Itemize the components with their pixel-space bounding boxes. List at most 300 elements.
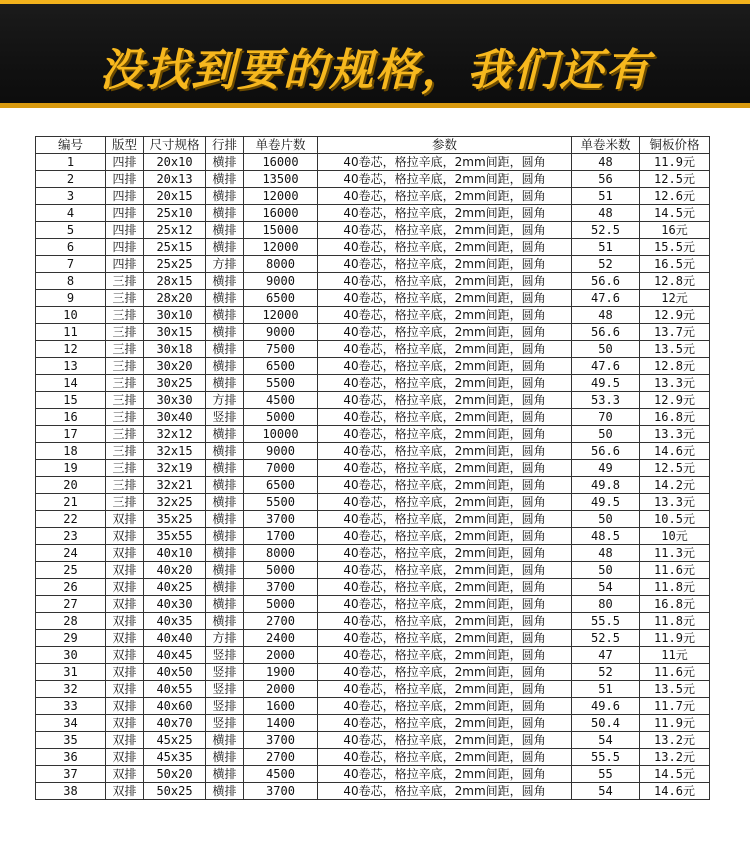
cell-row-type: 横排 bbox=[206, 460, 244, 477]
col-header-meters: 单卷米数 bbox=[572, 137, 640, 154]
cell-price: 12元 bbox=[640, 290, 710, 307]
cell-meters: 51 bbox=[572, 239, 640, 256]
cell-params: 40卷芯，格拉辛底，2mm间距，圆角 bbox=[318, 698, 572, 715]
cell-layout: 四排 bbox=[106, 239, 144, 256]
cell-meters: 55 bbox=[572, 766, 640, 783]
cell-params: 40卷芯，格拉辛底，2mm间距，圆角 bbox=[318, 443, 572, 460]
table-row bbox=[36, 307, 710, 324]
cell-pieces: 7000 bbox=[244, 460, 318, 477]
cell-id: 26 bbox=[36, 579, 106, 596]
cell-row-type: 横排 bbox=[206, 273, 244, 290]
cell-layout: 双排 bbox=[106, 698, 144, 715]
cell-size: 30x40 bbox=[144, 409, 206, 426]
cell-row-type: 横排 bbox=[206, 307, 244, 324]
cell-meters: 48 bbox=[572, 545, 640, 562]
col-header-layout: 版型 bbox=[106, 137, 144, 154]
cell-size: 30x20 bbox=[144, 358, 206, 375]
cell-pieces: 3700 bbox=[244, 732, 318, 749]
table-row bbox=[36, 409, 710, 426]
cell-meters: 48 bbox=[572, 154, 640, 171]
table-row bbox=[36, 154, 710, 171]
cell-pieces: 6500 bbox=[244, 477, 318, 494]
cell-pieces: 2400 bbox=[244, 630, 318, 647]
cell-meters: 50 bbox=[572, 341, 640, 358]
table-row bbox=[36, 358, 710, 375]
cell-params: 40卷芯，格拉辛底，2mm间距，圆角 bbox=[318, 409, 572, 426]
cell-price: 12.5元 bbox=[640, 171, 710, 188]
cell-layout: 双排 bbox=[106, 528, 144, 545]
table-row bbox=[36, 171, 710, 188]
cell-layout: 双排 bbox=[106, 766, 144, 783]
cell-id: 1 bbox=[36, 154, 106, 171]
cell-pieces: 4500 bbox=[244, 766, 318, 783]
cell-price: 13.3元 bbox=[640, 426, 710, 443]
cell-size: 35x55 bbox=[144, 528, 206, 545]
cell-id: 16 bbox=[36, 409, 106, 426]
cell-pieces: 1900 bbox=[244, 664, 318, 681]
cell-id: 7 bbox=[36, 256, 106, 273]
cell-pieces: 1600 bbox=[244, 698, 318, 715]
cell-layout: 三排 bbox=[106, 341, 144, 358]
cell-params: 40卷芯，格拉辛底，2mm间距，圆角 bbox=[318, 477, 572, 494]
cell-params: 40卷芯，格拉辛底，2mm间距，圆角 bbox=[318, 766, 572, 783]
cell-layout: 三排 bbox=[106, 324, 144, 341]
cell-pieces: 12000 bbox=[244, 188, 318, 205]
cell-size: 32x12 bbox=[144, 426, 206, 443]
cell-id: 37 bbox=[36, 766, 106, 783]
cell-size: 30x18 bbox=[144, 341, 206, 358]
cell-id: 38 bbox=[36, 783, 106, 800]
table-row bbox=[36, 545, 710, 562]
cell-row-type: 横排 bbox=[206, 766, 244, 783]
table-row bbox=[36, 766, 710, 783]
cell-params: 40卷芯，格拉辛底，2mm间距，圆角 bbox=[318, 596, 572, 613]
cell-params: 40卷芯，格拉辛底，2mm间距，圆角 bbox=[318, 358, 572, 375]
cell-id: 5 bbox=[36, 222, 106, 239]
cell-id: 23 bbox=[36, 528, 106, 545]
cell-layout: 双排 bbox=[106, 664, 144, 681]
cell-row-type: 横排 bbox=[206, 171, 244, 188]
cell-layout: 双排 bbox=[106, 681, 144, 698]
cell-price: 12.6元 bbox=[640, 188, 710, 205]
cell-params: 40卷芯，格拉辛底，2mm间距，圆角 bbox=[318, 222, 572, 239]
cell-params: 40卷芯，格拉辛底，2mm间距，圆角 bbox=[318, 256, 572, 273]
cell-size: 40x70 bbox=[144, 715, 206, 732]
cell-id: 25 bbox=[36, 562, 106, 579]
cell-meters: 70 bbox=[572, 409, 640, 426]
cell-row-type: 横排 bbox=[206, 494, 244, 511]
cell-pieces: 2700 bbox=[244, 749, 318, 766]
table-row bbox=[36, 596, 710, 613]
cell-price: 16.8元 bbox=[640, 596, 710, 613]
cell-meters: 49 bbox=[572, 460, 640, 477]
spec-table bbox=[35, 136, 710, 800]
cell-meters: 50.4 bbox=[572, 715, 640, 732]
cell-price: 11元 bbox=[640, 647, 710, 664]
table-row bbox=[36, 562, 710, 579]
cell-meters: 52 bbox=[572, 256, 640, 273]
cell-layout: 四排 bbox=[106, 222, 144, 239]
cell-layout: 四排 bbox=[106, 256, 144, 273]
cell-size: 40x20 bbox=[144, 562, 206, 579]
cell-row-type: 竖排 bbox=[206, 698, 244, 715]
cell-params: 40卷芯，格拉辛底，2mm间距，圆角 bbox=[318, 630, 572, 647]
table-header-row bbox=[36, 137, 710, 154]
cell-params: 40卷芯，格拉辛底，2mm间距，圆角 bbox=[318, 732, 572, 749]
cell-params: 40卷芯，格拉辛底，2mm间距，圆角 bbox=[318, 426, 572, 443]
cell-layout: 三排 bbox=[106, 290, 144, 307]
cell-pieces: 15000 bbox=[244, 222, 318, 239]
table-row bbox=[36, 698, 710, 715]
cell-price: 16元 bbox=[640, 222, 710, 239]
cell-row-type: 横排 bbox=[206, 528, 244, 545]
cell-params: 40卷芯，格拉辛底，2mm间距，圆角 bbox=[318, 341, 572, 358]
cell-pieces: 9000 bbox=[244, 273, 318, 290]
cell-id: 24 bbox=[36, 545, 106, 562]
cell-size: 30x25 bbox=[144, 375, 206, 392]
cell-meters: 50 bbox=[572, 426, 640, 443]
cell-row-type: 横排 bbox=[206, 222, 244, 239]
cell-size: 25x10 bbox=[144, 205, 206, 222]
cell-row-type: 横排 bbox=[206, 239, 244, 256]
col-header-row-type: 行排 bbox=[206, 137, 244, 154]
cell-size: 25x12 bbox=[144, 222, 206, 239]
cell-size: 32x15 bbox=[144, 443, 206, 460]
cell-price: 10元 bbox=[640, 528, 710, 545]
cell-id: 28 bbox=[36, 613, 106, 630]
cell-price: 11.6元 bbox=[640, 664, 710, 681]
cell-meters: 52 bbox=[572, 664, 640, 681]
cell-layout: 双排 bbox=[106, 613, 144, 630]
cell-layout: 双排 bbox=[106, 630, 144, 647]
table-row bbox=[36, 528, 710, 545]
cell-meters: 56 bbox=[572, 171, 640, 188]
cell-size: 32x19 bbox=[144, 460, 206, 477]
cell-meters: 48.5 bbox=[572, 528, 640, 545]
table-row bbox=[36, 375, 710, 392]
cell-params: 40卷芯，格拉辛底，2mm间距，圆角 bbox=[318, 460, 572, 477]
table-row bbox=[36, 205, 710, 222]
cell-id: 12 bbox=[36, 341, 106, 358]
table-row bbox=[36, 222, 710, 239]
cell-id: 18 bbox=[36, 443, 106, 460]
cell-row-type: 横排 bbox=[206, 579, 244, 596]
cell-row-type: 方排 bbox=[206, 392, 244, 409]
cell-price: 12.8元 bbox=[640, 358, 710, 375]
cell-row-type: 横排 bbox=[206, 188, 244, 205]
cell-meters: 49.5 bbox=[572, 375, 640, 392]
cell-id: 10 bbox=[36, 307, 106, 324]
cell-id: 31 bbox=[36, 664, 106, 681]
cell-size: 40x40 bbox=[144, 630, 206, 647]
cell-id: 34 bbox=[36, 715, 106, 732]
cell-price: 14.6元 bbox=[640, 443, 710, 460]
cell-pieces: 10000 bbox=[244, 426, 318, 443]
cell-price: 12.8元 bbox=[640, 273, 710, 290]
table-row bbox=[36, 239, 710, 256]
cell-size: 25x15 bbox=[144, 239, 206, 256]
cell-price: 16.8元 bbox=[640, 409, 710, 426]
cell-price: 11.9元 bbox=[640, 630, 710, 647]
cell-size: 40x55 bbox=[144, 681, 206, 698]
cell-layout: 三排 bbox=[106, 358, 144, 375]
cell-price: 13.2元 bbox=[640, 749, 710, 766]
cell-id: 20 bbox=[36, 477, 106, 494]
cell-size: 40x45 bbox=[144, 647, 206, 664]
cell-row-type: 竖排 bbox=[206, 715, 244, 732]
cell-layout: 双排 bbox=[106, 579, 144, 596]
cell-price: 12.9元 bbox=[640, 307, 710, 324]
table-row bbox=[36, 460, 710, 477]
cell-price: 16.5元 bbox=[640, 256, 710, 273]
cell-layout: 三排 bbox=[106, 426, 144, 443]
cell-id: 9 bbox=[36, 290, 106, 307]
cell-pieces: 3700 bbox=[244, 579, 318, 596]
cell-id: 4 bbox=[36, 205, 106, 222]
cell-size: 30x15 bbox=[144, 324, 206, 341]
cell-id: 19 bbox=[36, 460, 106, 477]
cell-pieces: 8000 bbox=[244, 256, 318, 273]
cell-price: 11.9元 bbox=[640, 715, 710, 732]
cell-size: 40x35 bbox=[144, 613, 206, 630]
cell-price: 11.8元 bbox=[640, 579, 710, 596]
cell-size: 45x35 bbox=[144, 749, 206, 766]
table-row bbox=[36, 647, 710, 664]
cell-params: 40卷芯，格拉辛底，2mm间距，圆角 bbox=[318, 239, 572, 256]
cell-pieces: 16000 bbox=[244, 205, 318, 222]
table-row bbox=[36, 188, 710, 205]
cell-size: 40x50 bbox=[144, 664, 206, 681]
cell-size: 20x10 bbox=[144, 154, 206, 171]
cell-row-type: 方排 bbox=[206, 256, 244, 273]
cell-params: 40卷芯，格拉辛底，2mm间距，圆角 bbox=[318, 375, 572, 392]
table-row bbox=[36, 290, 710, 307]
cell-size: 32x25 bbox=[144, 494, 206, 511]
cell-pieces: 8000 bbox=[244, 545, 318, 562]
cell-price: 13.7元 bbox=[640, 324, 710, 341]
banner-title: 没找到要的规格，我们还有 bbox=[99, 45, 651, 96]
table-row bbox=[36, 630, 710, 647]
cell-row-type: 横排 bbox=[206, 511, 244, 528]
cell-id: 13 bbox=[36, 358, 106, 375]
cell-meters: 50 bbox=[572, 511, 640, 528]
cell-price: 11.7元 bbox=[640, 698, 710, 715]
cell-id: 30 bbox=[36, 647, 106, 664]
cell-meters: 55.5 bbox=[572, 613, 640, 630]
cell-meters: 51 bbox=[572, 681, 640, 698]
cell-meters: 50 bbox=[572, 562, 640, 579]
cell-price: 12.5元 bbox=[640, 460, 710, 477]
cell-pieces: 5500 bbox=[244, 494, 318, 511]
table-row bbox=[36, 273, 710, 290]
col-header-size: 尺寸规格 bbox=[144, 137, 206, 154]
cell-row-type: 横排 bbox=[206, 375, 244, 392]
cell-pieces: 3700 bbox=[244, 783, 318, 800]
cell-row-type: 横排 bbox=[206, 562, 244, 579]
col-header-price: 铜板价格 bbox=[640, 137, 710, 154]
cell-params: 40卷芯，格拉辛底，2mm间距，圆角 bbox=[318, 511, 572, 528]
cell-id: 36 bbox=[36, 749, 106, 766]
cell-id: 29 bbox=[36, 630, 106, 647]
cell-layout: 双排 bbox=[106, 749, 144, 766]
cell-id: 32 bbox=[36, 681, 106, 698]
cell-size: 35x25 bbox=[144, 511, 206, 528]
cell-layout: 四排 bbox=[106, 188, 144, 205]
cell-price: 13.5元 bbox=[640, 681, 710, 698]
cell-params: 40卷芯，格拉辛底，2mm间距，圆角 bbox=[318, 171, 572, 188]
cell-price: 11.8元 bbox=[640, 613, 710, 630]
cell-row-type: 横排 bbox=[206, 358, 244, 375]
cell-price: 14.6元 bbox=[640, 783, 710, 800]
cell-id: 21 bbox=[36, 494, 106, 511]
cell-pieces: 9000 bbox=[244, 324, 318, 341]
table-row bbox=[36, 477, 710, 494]
cell-size: 30x10 bbox=[144, 307, 206, 324]
cell-params: 40卷芯，格拉辛底，2mm间距，圆角 bbox=[318, 273, 572, 290]
table-row bbox=[36, 715, 710, 732]
cell-size: 28x15 bbox=[144, 273, 206, 290]
cell-pieces: 12000 bbox=[244, 307, 318, 324]
cell-row-type: 横排 bbox=[206, 477, 244, 494]
cell-price: 11.6元 bbox=[640, 562, 710, 579]
cell-layout: 四排 bbox=[106, 205, 144, 222]
cell-row-type: 横排 bbox=[206, 732, 244, 749]
cell-pieces: 5000 bbox=[244, 409, 318, 426]
cell-layout: 四排 bbox=[106, 171, 144, 188]
cell-layout: 双排 bbox=[106, 596, 144, 613]
cell-id: 14 bbox=[36, 375, 106, 392]
cell-id: 15 bbox=[36, 392, 106, 409]
cell-params: 40卷芯，格拉辛底，2mm间距，圆角 bbox=[318, 290, 572, 307]
cell-meters: 53.3 bbox=[572, 392, 640, 409]
cell-price: 12.9元 bbox=[640, 392, 710, 409]
cell-params: 40卷芯，格拉辛底，2mm间距，圆角 bbox=[318, 528, 572, 545]
cell-pieces: 5000 bbox=[244, 596, 318, 613]
cell-size: 40x25 bbox=[144, 579, 206, 596]
cell-row-type: 横排 bbox=[206, 613, 244, 630]
cell-pieces: 13500 bbox=[244, 171, 318, 188]
cell-meters: 48 bbox=[572, 307, 640, 324]
cell-row-type: 竖排 bbox=[206, 664, 244, 681]
cell-row-type: 横排 bbox=[206, 205, 244, 222]
cell-layout: 双排 bbox=[106, 511, 144, 528]
cell-pieces: 2000 bbox=[244, 681, 318, 698]
header-banner bbox=[0, 0, 750, 108]
cell-price: 14.5元 bbox=[640, 766, 710, 783]
cell-pieces: 1400 bbox=[244, 715, 318, 732]
cell-size: 30x30 bbox=[144, 392, 206, 409]
cell-price: 15.5元 bbox=[640, 239, 710, 256]
table-row bbox=[36, 392, 710, 409]
spec-table-container bbox=[35, 136, 710, 800]
table-row bbox=[36, 324, 710, 341]
cell-id: 11 bbox=[36, 324, 106, 341]
cell-size: 50x25 bbox=[144, 783, 206, 800]
cell-params: 40卷芯，格拉辛底，2mm间距，圆角 bbox=[318, 647, 572, 664]
table-row bbox=[36, 732, 710, 749]
cell-id: 6 bbox=[36, 239, 106, 256]
cell-id: 33 bbox=[36, 698, 106, 715]
cell-pieces: 6500 bbox=[244, 358, 318, 375]
cell-params: 40卷芯，格拉辛底，2mm间距，圆角 bbox=[318, 562, 572, 579]
cell-size: 40x60 bbox=[144, 698, 206, 715]
table-row bbox=[36, 494, 710, 511]
table-row bbox=[36, 443, 710, 460]
cell-params: 40卷芯，格拉辛底，2mm间距，圆角 bbox=[318, 205, 572, 222]
cell-layout: 双排 bbox=[106, 783, 144, 800]
table-row bbox=[36, 341, 710, 358]
cell-layout: 三排 bbox=[106, 409, 144, 426]
cell-size: 25x25 bbox=[144, 256, 206, 273]
cell-meters: 52.5 bbox=[572, 222, 640, 239]
cell-row-type: 竖排 bbox=[206, 681, 244, 698]
cell-meters: 80 bbox=[572, 596, 640, 613]
cell-row-type: 横排 bbox=[206, 596, 244, 613]
cell-params: 40卷芯，格拉辛底，2mm间距，圆角 bbox=[318, 307, 572, 324]
cell-price: 13.3元 bbox=[640, 494, 710, 511]
cell-row-type: 横排 bbox=[206, 341, 244, 358]
col-header-params: 参数 bbox=[318, 137, 572, 154]
cell-meters: 48 bbox=[572, 205, 640, 222]
cell-row-type: 横排 bbox=[206, 749, 244, 766]
cell-size: 20x13 bbox=[144, 171, 206, 188]
cell-id: 2 bbox=[36, 171, 106, 188]
cell-meters: 54 bbox=[572, 783, 640, 800]
cell-params: 40卷芯，格拉辛底，2mm间距，圆角 bbox=[318, 392, 572, 409]
cell-row-type: 横排 bbox=[206, 154, 244, 171]
cell-params: 40卷芯，格拉辛底，2mm间距，圆角 bbox=[318, 545, 572, 562]
cell-layout: 三排 bbox=[106, 477, 144, 494]
cell-pieces: 3700 bbox=[244, 511, 318, 528]
cell-row-type: 竖排 bbox=[206, 647, 244, 664]
cell-size: 40x10 bbox=[144, 545, 206, 562]
table-row bbox=[36, 613, 710, 630]
cell-params: 40卷芯，格拉辛底，2mm间距，圆角 bbox=[318, 749, 572, 766]
cell-row-type: 方排 bbox=[206, 630, 244, 647]
cell-price: 14.2元 bbox=[640, 477, 710, 494]
cell-id: 22 bbox=[36, 511, 106, 528]
cell-id: 3 bbox=[36, 188, 106, 205]
cell-id: 8 bbox=[36, 273, 106, 290]
table-row bbox=[36, 426, 710, 443]
cell-pieces: 6500 bbox=[244, 290, 318, 307]
cell-layout: 双排 bbox=[106, 647, 144, 664]
cell-size: 32x21 bbox=[144, 477, 206, 494]
cell-params: 40卷芯，格拉辛底，2mm间距，圆角 bbox=[318, 664, 572, 681]
cell-meters: 51 bbox=[572, 188, 640, 205]
cell-row-type: 横排 bbox=[206, 545, 244, 562]
table-row bbox=[36, 749, 710, 766]
cell-layout: 三排 bbox=[106, 443, 144, 460]
cell-price: 11.3元 bbox=[640, 545, 710, 562]
cell-pieces: 2000 bbox=[244, 647, 318, 664]
table-row bbox=[36, 511, 710, 528]
cell-pieces: 16000 bbox=[244, 154, 318, 171]
cell-params: 40卷芯，格拉辛底，2mm间距，圆角 bbox=[318, 579, 572, 596]
cell-params: 40卷芯，格拉辛底，2mm间距，圆角 bbox=[318, 154, 572, 171]
cell-meters: 49.8 bbox=[572, 477, 640, 494]
cell-size: 28x20 bbox=[144, 290, 206, 307]
cell-meters: 56.6 bbox=[572, 324, 640, 341]
cell-row-type: 横排 bbox=[206, 426, 244, 443]
cell-price: 14.5元 bbox=[640, 205, 710, 222]
cell-params: 40卷芯，格拉辛底，2mm间距，圆角 bbox=[318, 783, 572, 800]
cell-meters: 49.5 bbox=[572, 494, 640, 511]
cell-id: 35 bbox=[36, 732, 106, 749]
cell-pieces: 4500 bbox=[244, 392, 318, 409]
cell-layout: 双排 bbox=[106, 732, 144, 749]
cell-params: 40卷芯，格拉辛底，2mm间距，圆角 bbox=[318, 494, 572, 511]
